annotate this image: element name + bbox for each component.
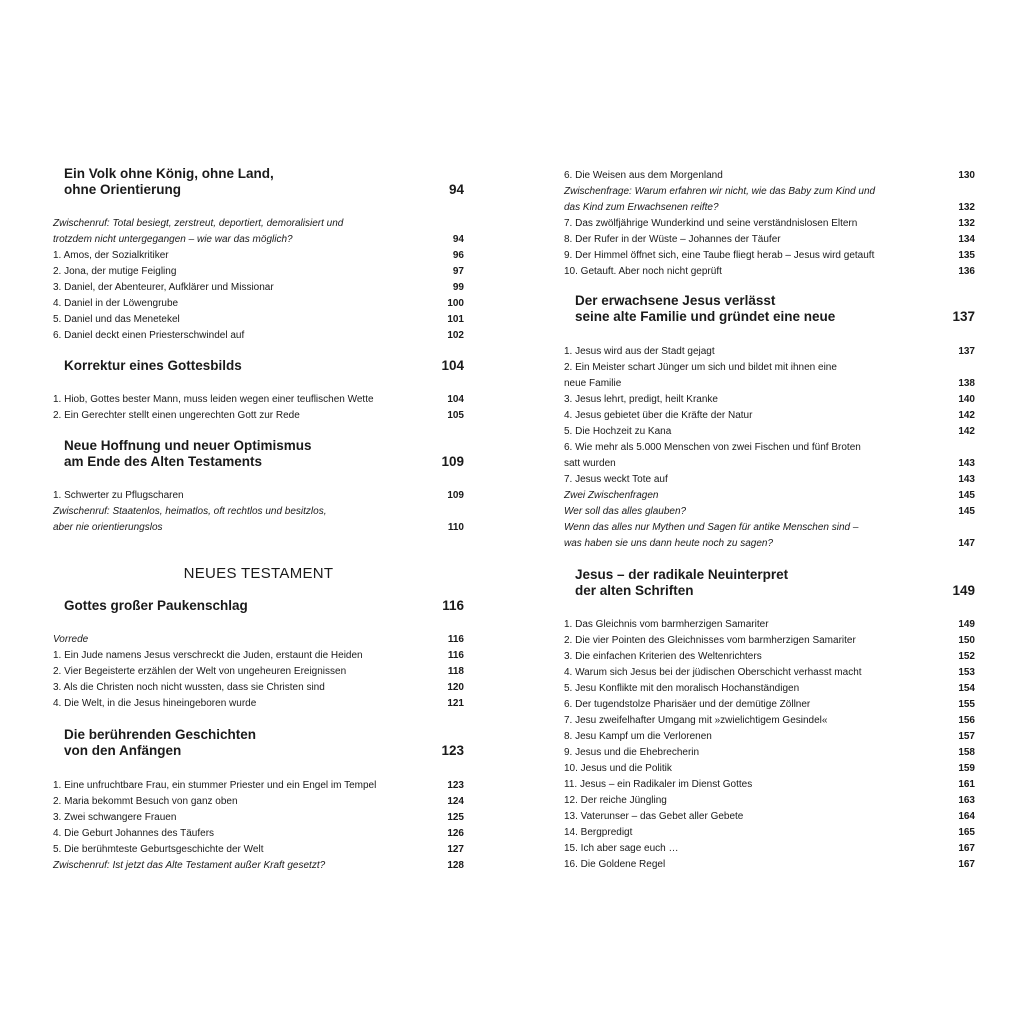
- entry-title-line: 5. Daniel und das Menetekel: [53, 314, 180, 325]
- entry-title-line: Zwischenruf: Staatenlos, heimatlos, oft rechtlos und besitzlos,: [53, 506, 327, 517]
- entry-title-line: 6. Wie mehr als 5.000 Menschen von zwei Fischen und fünf Broten: [564, 442, 861, 453]
- entry-title-line: 1. Amos, der Sozialkritiker: [53, 250, 169, 261]
- entry-page-number: 152: [958, 651, 975, 662]
- entry-title-line: 2. Die vier Pointen des Gleichnisses vom barmherzigen Samariter: [564, 635, 856, 646]
- entry-title-line: 8. Der Rufer in der Wüste – Johannes der Täufer: [564, 234, 781, 245]
- entry-page-number: 124: [447, 796, 464, 807]
- entry-page-number: 134: [958, 234, 975, 245]
- entry-title-line: 8. Jesu Kampf um die Verlorenen: [564, 731, 712, 742]
- entry-page-number: 132: [958, 218, 975, 229]
- entry-page-number: 142: [958, 426, 975, 437]
- entry-page-number: 110: [447, 522, 464, 533]
- entry-title-line: Vorrede: [53, 634, 89, 645]
- entry-page-number: 109: [447, 490, 464, 501]
- entry-page-number: 156: [958, 715, 975, 726]
- entry-title-line: 12. Der reiche Jüngling: [564, 795, 667, 806]
- entry-page-number: 137: [958, 346, 975, 357]
- entry-page-number: 147: [958, 538, 975, 549]
- entry-page-number: 127: [447, 844, 464, 855]
- entry-title-line: 3. Als die Christen noch nicht wussten, dass sie Christen sind: [53, 682, 325, 693]
- entry-page-number: 154: [958, 683, 975, 694]
- entry-title-line: 11. Jesus – ein Radikaler im Dienst Gottes: [564, 779, 753, 790]
- entry-page-number: 120: [447, 682, 464, 693]
- heading-page-number: 137: [952, 309, 975, 324]
- section-title-neues-testament: NEUES TESTAMENT: [183, 565, 334, 582]
- entry-page-number: 105: [447, 410, 464, 421]
- entry-title-line: Wer soll das alles glauben?: [564, 506, 687, 517]
- entry-title-line: 2. Maria bekommt Besuch von ganz oben: [53, 796, 238, 807]
- entry-page-number: 104: [447, 394, 464, 405]
- entry-page-number: 126: [447, 828, 464, 839]
- entry-title-line: 10. Jesus und die Politik: [564, 763, 672, 774]
- entry-page-number: 132: [958, 202, 975, 213]
- entry-title-line: 3. Daniel, der Abenteurer, Aufklärer und Missionar: [53, 282, 274, 293]
- entry-page-number: 116: [447, 634, 464, 645]
- entry-page-number: 125: [447, 812, 464, 823]
- entry-title-line: 1. Hiob, Gottes bester Mann, muss leiden wegen einer teuflischen Wette: [53, 394, 374, 405]
- entry-page-number: 136: [958, 266, 975, 277]
- entry-title-line: 2. Vier Begeisterte erzählen der Welt von ungeheuren Ereignissen: [53, 666, 347, 677]
- entry-page-number: 130: [958, 170, 975, 181]
- entry-title-line: Zwei Zwischenfragen: [564, 490, 659, 501]
- heading-title-line: Die berührenden Geschichten: [64, 727, 257, 742]
- entry-title-line: 3. Die einfachen Kriterien des Weltenrichters: [564, 651, 762, 662]
- entry-title-line: 3. Zwei schwangere Frauen: [53, 812, 177, 823]
- entry-page-number: 155: [958, 699, 975, 710]
- entry-page-number: 145: [958, 506, 975, 517]
- entry-page-number: 101: [447, 314, 464, 325]
- entry-page-number: 128: [447, 860, 464, 871]
- entry-page-number: 167: [958, 843, 975, 854]
- entry-page-number: 143: [958, 474, 975, 485]
- entry-title-line: trotzdem nicht untergegangen – wie war das möglich?: [53, 234, 293, 245]
- entry-title-line: 1. Das Gleichnis vom barmherzigen Samariter: [564, 619, 769, 630]
- entry-page-number: 164: [958, 811, 975, 822]
- entry-page-number: 158: [958, 747, 975, 758]
- heading-title-line: Der erwachsene Jesus verlässt: [575, 293, 776, 308]
- entry-page-number: 99: [452, 282, 464, 293]
- entry-title-line: 7. Jesu zweifelhafter Umgang mit »zwielichtigem Gesindel«: [564, 715, 828, 726]
- entry-title-line: neue Familie: [564, 378, 622, 389]
- entry-page-number: 116: [447, 650, 464, 661]
- heading-page-number: 94: [448, 182, 464, 197]
- entry-page-number: 100: [447, 298, 464, 309]
- entry-page-number: 123: [447, 780, 464, 791]
- heading-title-line: seine alte Familie und gründet eine neue: [575, 309, 836, 324]
- entry-title-line: 6. Daniel deckt einen Priesterschwindel auf: [53, 330, 245, 341]
- entry-page-number: 94: [452, 234, 464, 245]
- entry-title-line: Zwischenruf: Total besiegt, zerstreut, deportiert, demoralisiert und: [53, 218, 344, 229]
- entry-page-number: 161: [958, 779, 975, 790]
- heading-title-line: Gottes großer Paukenschlag: [64, 598, 248, 613]
- entry-title-line: Zwischenfrage: Warum erfahren wir nicht, wie das Baby zum Kind und: [564, 186, 876, 197]
- heading-title-line: der alten Schriften: [575, 583, 694, 598]
- entry-title-line: Zwischenruf: Ist jetzt das Alte Testament außer Kraft gesetzt?: [53, 860, 326, 871]
- entry-page-number: 121: [447, 698, 464, 709]
- heading-title-line: ohne Orientierung: [64, 182, 182, 197]
- entry-page-number: 149: [958, 619, 975, 630]
- entry-page-number: 165: [958, 827, 975, 838]
- heading-title-line: Korrektur eines Gottesbilds: [64, 358, 242, 373]
- entry-title-line: 16. Die Goldene Regel: [564, 859, 666, 870]
- entry-title-line: 14. Bergpredigt: [564, 827, 633, 838]
- entry-title-line: 10. Getauft. Aber noch nicht geprüft: [564, 266, 722, 277]
- heading-title-line: Ein Volk ohne König, ohne Land,: [64, 166, 274, 181]
- entry-title-line: 5. Die berühmteste Geburtsgeschichte der Welt: [53, 844, 264, 855]
- entry-title-line: 4. Daniel in der Löwengrube: [53, 298, 179, 309]
- entry-page-number: 102: [447, 330, 464, 341]
- entry-page-number: 138: [958, 378, 975, 389]
- entry-title-line: 1. Schwerter zu Pflugscharen: [53, 490, 184, 501]
- entry-title-line: 6. Der tugendstolze Pharisäer und der demütige Zöllner: [564, 699, 811, 710]
- entry-title-line: 7. Jesus weckt Tote auf: [564, 474, 668, 485]
- heading-title-line: von den Anfängen: [64, 743, 182, 758]
- entry-title-line: 2. Jona, der mutige Feigling: [53, 266, 177, 277]
- entry-title-line: 5. Jesu Konflikte mit den moralisch Hochanständigen: [564, 683, 800, 694]
- entry-title-line: 15. Ich aber sage euch …: [564, 843, 679, 854]
- entry-page-number: 118: [447, 666, 464, 677]
- entry-title-line: 1. Eine unfruchtbare Frau, ein stummer Priester und ein Engel im Tempel: [53, 780, 377, 791]
- entry-title-line: satt wurden: [564, 458, 616, 469]
- entry-page-number: 150: [958, 635, 975, 646]
- entry-title-line: 4. Warum sich Jesus bei der jüdischen Oberschicht verhasst macht: [564, 667, 862, 678]
- entry-page-number: 140: [958, 394, 975, 405]
- entry-page-number: 135: [958, 250, 975, 261]
- entry-title-line: 4. Die Welt, in die Jesus hineingeboren wurde: [53, 698, 257, 709]
- entry-page-number: 143: [958, 458, 975, 469]
- entry-page-number: 167: [958, 859, 975, 870]
- heading-title-line: Neue Hoffnung und neuer Optimismus: [64, 438, 312, 453]
- entry-title-line: 9. Der Himmel öffnet sich, eine Taube fliegt herab – Jesus wird getauft: [564, 250, 875, 261]
- entry-title-line: aber nie orientierungslos: [53, 522, 163, 533]
- heading-title-line: Jesus – der radikale Neuinterpret: [575, 567, 789, 582]
- entry-page-number: 142: [958, 410, 975, 421]
- entry-title-line: 1. Ein Jude namens Jesus verschreckt die Juden, erstaunt die Heiden: [53, 650, 363, 661]
- heading-page-number: 109: [441, 454, 464, 469]
- heading-page-number: 123: [441, 743, 464, 758]
- entry-title-line: 2. Ein Gerechter stellt einen ungerechten Gott zur Rede: [53, 410, 300, 421]
- entry-page-number: 159: [958, 763, 975, 774]
- entry-title-line: 4. Die Geburt Johannes des Täufers: [53, 828, 215, 839]
- entry-title-line: 3. Jesus lehrt, predigt, heilt Kranke: [564, 394, 718, 405]
- entry-title-line: 9. Jesus und die Ehebrecherin: [564, 747, 700, 758]
- entry-title-line: 7. Das zwölfjährige Wunderkind und seine verständnislosen Eltern: [564, 218, 858, 229]
- entry-page-number: 145: [958, 490, 975, 501]
- entry-title-line: das Kind zum Erwachsenen reifte?: [564, 202, 719, 213]
- entry-title-line: 5. Die Hochzeit zu Kana: [564, 426, 672, 437]
- entry-title-line: 1. Jesus wird aus der Stadt gejagt: [564, 346, 715, 357]
- entry-page-number: 153: [958, 667, 975, 678]
- heading-page-number: 116: [442, 598, 464, 613]
- entry-page-number: 157: [958, 731, 975, 742]
- entry-title-line: 4. Jesus gebietet über die Kräfte der Natur: [564, 410, 753, 421]
- entry-title-line: 6. Die Weisen aus dem Morgenland: [564, 170, 723, 181]
- entry-page-number: 163: [958, 795, 975, 806]
- entry-page-number: 97: [452, 266, 464, 277]
- heading-page-number: 149: [952, 583, 975, 598]
- entry-title-line: Wenn das alles nur Mythen und Sagen für antike Menschen sind –: [564, 522, 859, 533]
- heading-title-line: am Ende des Alten Testaments: [64, 454, 263, 469]
- entry-title-line: 13. Vaterunser – das Gebet aller Gebete: [564, 811, 744, 822]
- heading-page-number: 104: [441, 358, 464, 373]
- entry-title-line: 2. Ein Meister schart Jünger um sich und bildet mit ihnen eine: [564, 362, 837, 373]
- entry-title-line: was haben sie uns dann heute noch zu sagen?: [564, 538, 774, 549]
- entry-page-number: 96: [452, 250, 464, 261]
